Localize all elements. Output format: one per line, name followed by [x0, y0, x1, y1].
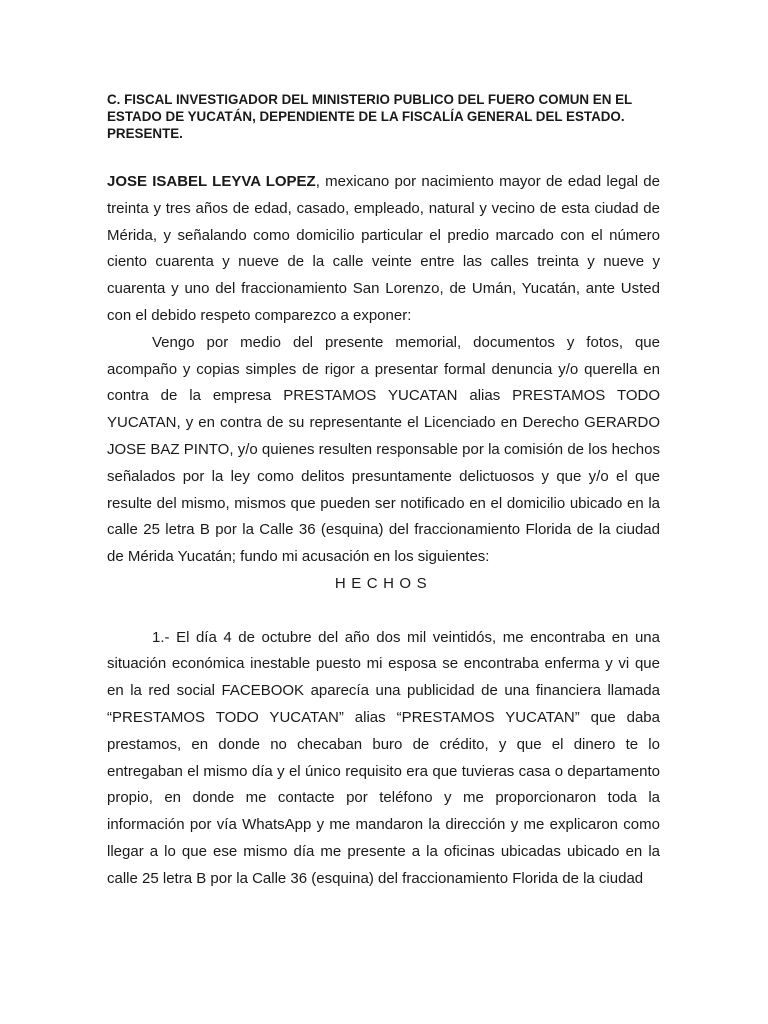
fact-1-paragraph: 1.- El día 4 de octubre del año dos mil veintidós, me encontraba en una situación económica inestable puesto mi esposa se encontraba enferma y vi que en la red social FACEBOOK aparecía una publicidad de una financiera llamada “PRESTAMOS TODO YUCATAN” alias “PRESTAMOS YUCATAN” que daba prestamos, en donde no checaban buro de crédito, y que el dinero te lo entregaban el mismo día y el único requisito era que tuvieras casa o departamento propio, en donde me contacte por teléfono y me proporcionaron toda la información por vía WhatsApp y me mandaron la dirección y me explicaron como llegar a lo que ese mismo día me presente a la oficinas ubicadas ubicado en la calle 25 letra B por la Calle 36 (esquina) del fraccionamiento Florida de la ciudad	[107, 628, 660, 887]
complaint-paragraph: Vengo por medio del presente memorial, documentos y fotos, que acompaño y copias simples de rigor a presentar formal denuncia y/o querella en contra de la empresa PRESTAMOS YUCATAN alias PRESTAMOS TODO YUCATAN, y en contra de su representante el Licenciado en Derecho GERARDO JOSE BAZ PINTO, y/o quienes resulten responsable por la comisión de los hechos señalados por la ley como delitos presuntamente delictuosos y que y/o el que resulte del mismo, mismos que pueden ser notificado en el domicilio ubicado en la calle 25 letra B por la Calle 36 (esquina) del fraccionamiento Florida de la ciudad de Mérida Yucatán; fundo mi acusación en los siguientes:	[107, 333, 660, 566]
header-line-1: C. FISCAL INVESTIGADOR DEL MINISTERIO PUBLICO DEL FUERO COMUN EN EL	[107, 92, 633, 107]
addressee-header	[107, 91, 663, 142]
document-body	[107, 169, 660, 893]
header-line-3: PRESENTE.	[107, 126, 183, 141]
intro-paragraph	[107, 169, 660, 330]
intro-text: , mexicano por nacimiento mayor de edad legal de treinta y tres años de edad, casado, empleado, natural y vecino de esta ciudad de Mérida, y señalando como domicilio particular el predio marcado con el número ciento cuarenta y nueve de la calle veinte entre las calles treinta y nueve y cuarenta y uno del fraccionamiento San Lorenzo, de Umán, Yucatán, ante Usted con el debido respeto comparezco a exponer:	[107, 173, 660, 324]
hechos-heading: HECHOS	[334, 574, 433, 592]
header-line-2: ESTADO DE YUCATÁN, DEPENDIENTE DE LA FISCALÍA GENERAL DEL ESTADO.	[107, 109, 625, 124]
complainant-name: JOSE ISABEL LEYVA LOPEZ	[107, 173, 316, 190]
